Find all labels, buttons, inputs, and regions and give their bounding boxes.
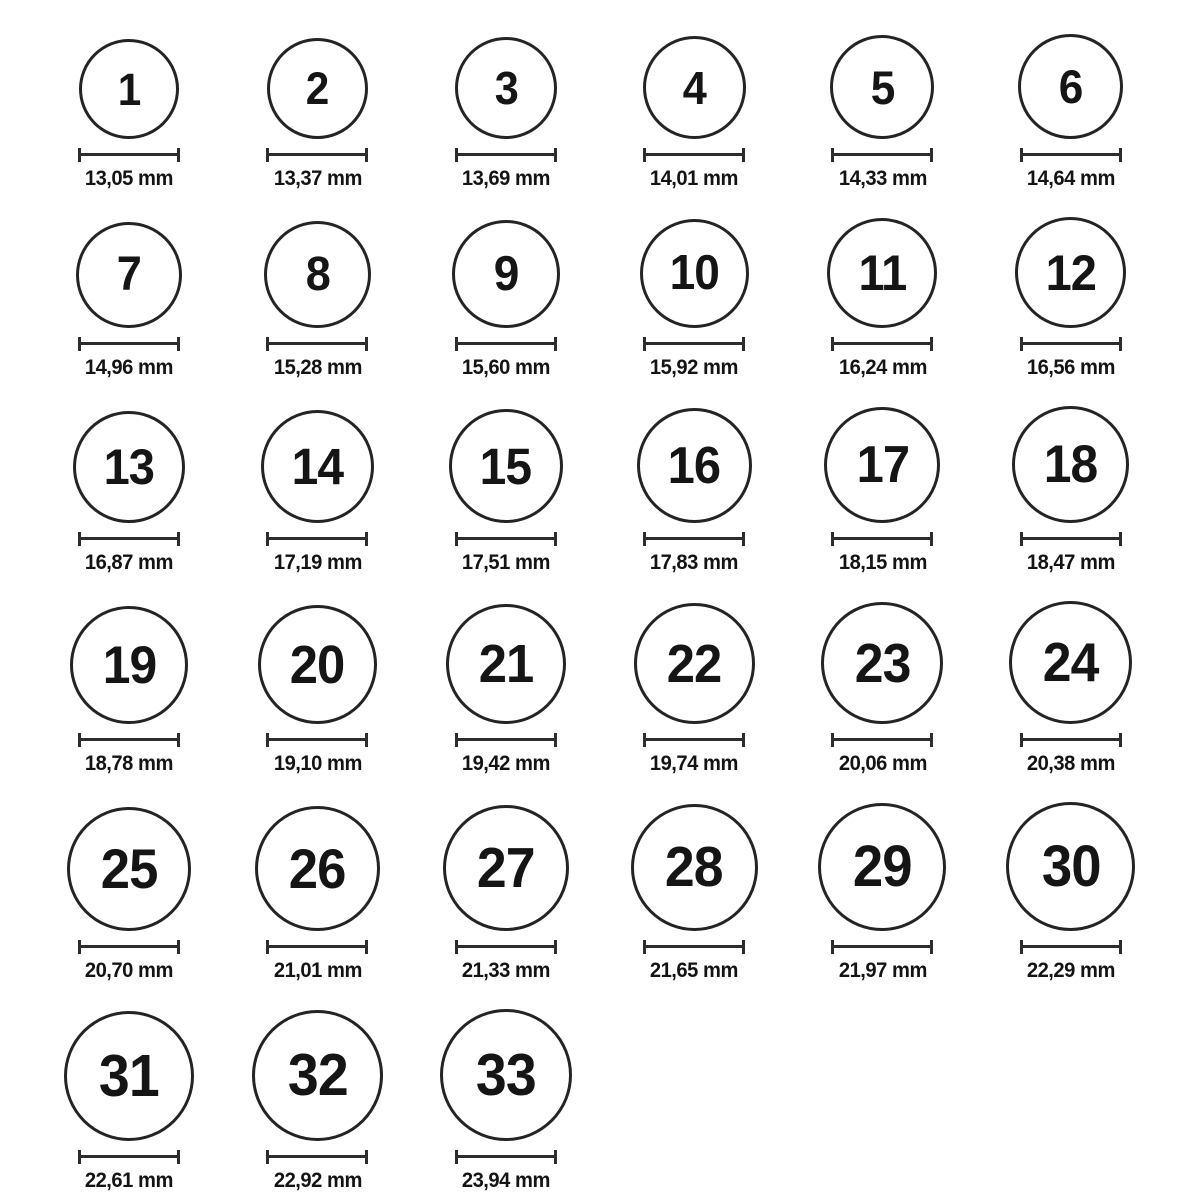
diameter-label: 21,01 mm [273,959,362,983]
ring-size-number: 33 [475,1041,536,1108]
diameter-label: 14,01 mm [650,167,739,190]
diameter-measure-line [78,337,180,351]
ring-item [1015,217,1126,379]
ring-circle [455,37,557,139]
diameter-label: 16,87 mm [85,551,174,575]
diameter-label: 21,65 mm [650,959,739,983]
ring-size-number: 9 [493,246,519,301]
ring-item [258,605,377,775]
ring-size-number: 30 [1041,833,1101,899]
diameter-measure-line [643,148,745,162]
ring-size-number: 13 [103,439,155,496]
ring-size-number: 11 [858,245,907,302]
chart-row [35,1009,1165,1192]
ring-circle [824,407,940,523]
ring-circle [73,411,185,523]
diameter-label: 20,06 mm [838,752,927,776]
ring-item [261,410,374,574]
diameter-label: 20,38 mm [1026,752,1115,776]
ring-circle [821,602,943,724]
ring-circle [67,807,191,931]
diameter-label: 22,29 mm [1026,959,1115,983]
ring-item [443,805,569,982]
ring-circle [264,221,371,328]
ring-size-number: 3 [494,62,518,114]
diameter-label: 15,92 mm [650,356,739,380]
diameter-measure-line [455,532,557,546]
diameter-label: 22,61 mm [85,1169,174,1193]
ring-item [73,411,185,574]
ring-item [830,35,934,190]
ring-circle [818,803,946,931]
ring-size-number: 32 [287,1042,348,1109]
ring-size-number: 25 [100,837,158,901]
ring-circle [830,35,934,139]
ring-circle [79,39,179,139]
diameter-label: 19,42 mm [461,752,550,776]
ring-circle [252,1010,383,1141]
ring-item [634,603,755,775]
diameter-measure-line [455,940,557,954]
diameter-measure-line [266,148,368,162]
ring-circle [76,222,182,328]
ring-size-number: 15 [480,437,532,495]
diameter-measure-line [78,733,180,747]
ring-size-chart [35,0,1165,1193]
diameter-measure-line [643,532,745,546]
ring-item [67,807,191,982]
diameter-measure-line [831,532,933,546]
ring-item [70,606,188,775]
diameter-measure-line [831,940,933,954]
diameter-measure-line [1020,733,1122,747]
ring-item [452,220,560,379]
ring-size-number: 20 [290,634,345,695]
diameter-label: 13,69 mm [461,167,550,190]
ring-item [631,804,758,982]
diameter-label: 18,15 mm [838,551,927,575]
diameter-label: 13,37 mm [273,167,362,190]
ring-circle [634,603,755,724]
ring-circle [631,804,758,931]
ring-circle [440,1009,572,1141]
ring-size-number: 1 [117,63,141,115]
ring-circle [1009,601,1132,724]
ring-size-number: 7 [117,248,142,302]
diameter-label: 16,56 mm [1026,356,1115,380]
ring-size-number: 24 [1042,631,1099,694]
ring-item [455,37,557,190]
chart-row [35,802,1165,982]
diameter-label: 13,05 mm [85,167,174,190]
ring-item [78,39,180,190]
diameter-measure-line [1020,337,1122,351]
diameter-measure-line [1020,940,1122,954]
ring-item [76,222,182,379]
diameter-label: 21,33 mm [461,959,550,983]
ring-circle [640,219,749,328]
ring-item [640,219,749,379]
diameter-measure-line [831,337,933,351]
ring-item [1006,802,1135,982]
diameter-label: 14,33 mm [838,167,927,190]
chart-row [35,406,1165,574]
ring-size-number: 19 [102,635,156,695]
ring-size-number: 10 [669,246,719,301]
diameter-measure-line [78,1150,180,1164]
ring-size-number: 8 [305,247,330,301]
ring-size-number: 2 [306,63,329,114]
ring-circle [449,409,563,523]
ring-circle [1006,802,1135,931]
diameter-measure-line [643,940,745,954]
ring-item [449,409,563,574]
ring-circle [261,410,374,523]
diameter-label: 21,97 mm [838,959,927,983]
ring-item [1012,406,1129,574]
ring-size-number: 14 [291,438,344,496]
ring-size-number: 27 [476,835,535,900]
diameter-measure-line [78,940,180,954]
ring-item [637,408,752,574]
diameter-measure-line [831,733,933,747]
ring-circle [1012,406,1129,523]
ring-circle [258,605,377,724]
ring-item [1018,34,1123,190]
ring-item [440,1009,572,1192]
ring-item [827,218,937,379]
ring-item [821,602,943,775]
ring-circle [446,604,566,724]
ring-circle [827,218,937,328]
ring-circle [443,805,569,931]
diameter-measure-line [455,1150,557,1164]
diameter-label: 20,70 mm [85,959,174,983]
diameter-measure-line [455,337,557,351]
ring-item [266,38,368,190]
diameter-label: 22,92 mm [273,1169,362,1193]
ring-circle [637,408,752,523]
diameter-measure-line [266,733,368,747]
diameter-label: 23,94 mm [461,1169,550,1193]
diameter-label: 15,28 mm [273,356,362,380]
diameter-label: 19,74 mm [650,752,739,776]
ring-circle [70,606,188,724]
ring-item [252,1010,383,1192]
ring-circle [64,1011,194,1141]
diameter-measure-line [78,532,180,546]
ring-size-number: 21 [478,634,534,695]
ring-size-number: 16 [667,436,721,495]
ring-circle [643,36,746,139]
diameter-measure-line [831,148,933,162]
ring-size-number: 26 [289,836,346,900]
diameter-measure-line [1020,532,1122,546]
ring-item [818,803,946,982]
ring-item [255,806,380,982]
ring-circle [267,38,368,139]
ring-size-number: 31 [99,1042,160,1109]
diameter-measure-line [78,148,180,162]
ring-circle [1015,217,1126,328]
ring-size-number: 6 [1058,60,1083,113]
diameter-measure-line [266,1150,368,1164]
diameter-measure-line [266,940,368,954]
ring-item [1009,601,1132,775]
chart-row [35,217,1165,379]
diameter-measure-line [266,532,368,546]
diameter-label: 15,60 mm [461,356,550,380]
ring-item [446,604,566,775]
ring-item [824,407,940,574]
chart-row [35,601,1165,775]
ring-item [643,36,746,190]
diameter-label: 18,47 mm [1026,551,1115,575]
diameter-label: 14,64 mm [1026,167,1115,190]
diameter-measure-line [455,148,557,162]
diameter-label: 17,83 mm [650,551,739,575]
diameter-measure-line [1020,148,1122,162]
diameter-label: 18,78 mm [85,752,174,776]
ring-circle [452,220,560,328]
ring-item [264,221,371,379]
diameter-measure-line [266,337,368,351]
diameter-label: 16,24 mm [838,356,927,380]
ring-size-number: 4 [682,61,706,114]
diameter-label: 17,19 mm [273,551,362,575]
diameter-label: 17,51 mm [461,551,550,575]
ring-size-number: 12 [1045,244,1097,301]
ring-size-number: 28 [665,835,724,900]
diameter-measure-line [643,733,745,747]
chart-row [35,34,1165,190]
diameter-measure-line [643,337,745,351]
ring-circle [255,806,380,931]
ring-item [64,1011,194,1192]
ring-size-number: 22 [666,633,722,694]
diameter-measure-line [455,733,557,747]
ring-circle [1018,34,1123,139]
diameter-label: 14,96 mm [85,356,174,380]
ring-size-number: 23 [854,631,911,694]
ring-size-number: 17 [856,436,909,495]
diameter-label: 19,10 mm [273,752,362,776]
ring-size-number: 5 [870,60,895,114]
ring-size-number: 18 [1044,435,1098,495]
ring-size-number: 29 [853,834,912,900]
